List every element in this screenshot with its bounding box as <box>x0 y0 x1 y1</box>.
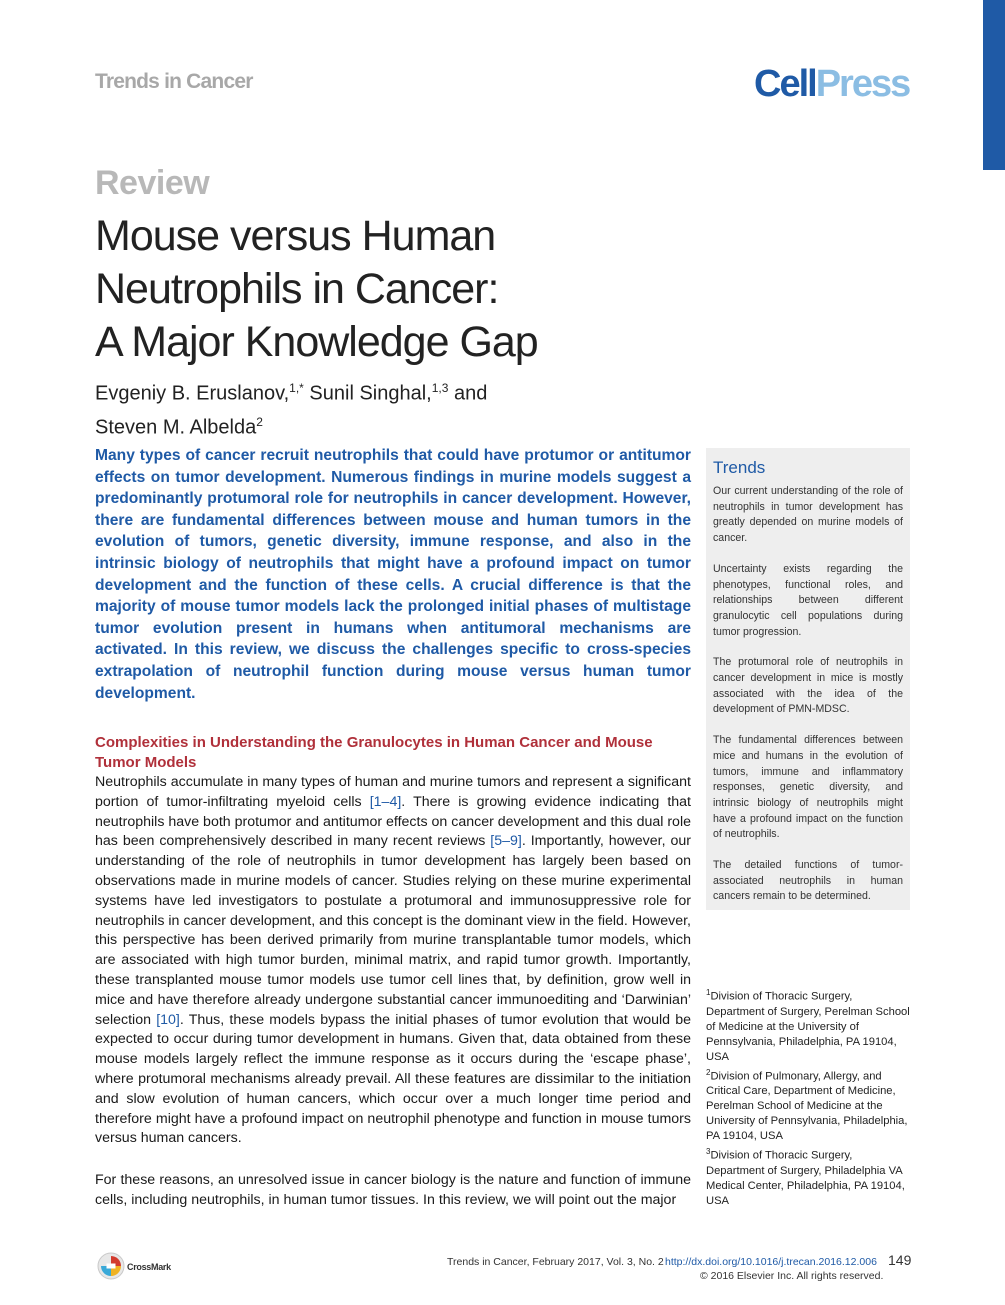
reference-link[interactable]: [1–4] <box>369 793 402 810</box>
affiliation-1 <box>706 985 910 1065</box>
doi-link[interactable]: http://dx.doi.org/10.1016/j.trecan.2016.12.006 <box>665 1256 877 1268</box>
author-3-affil: 2 <box>256 414 263 429</box>
body-text: Neutrophils accumulate in many types of human and murine tumors and represent a significant portion of tumor-infiltrating myeloid cells <box>95 774 691 810</box>
affiliation-number: 3 <box>706 1147 711 1157</box>
affiliation-number: 1 <box>706 988 711 997</box>
affiliation-3 <box>706 1144 910 1209</box>
trend-item: Our current understanding of the role of neutrophils in tumor development has greatly depended on murine models of cancer. <box>713 485 903 545</box>
article-type: Review <box>95 164 210 202</box>
author-1-affil: 1,* <box>289 381 304 395</box>
body-text: . Thus, these models bypass the initial phases of tumor evolution that would be expected to occur during tumor development in humans. Given that, data obtained from these mouse models largely reflect the immune response as it occurs during the ‘escape phase’, where protumoral mechanisms already prevail. All these features are dissimilar to the initiation and slow evolution of human cancers, which occur over a much longer time period and therefore might have a profound impact on neutrophil phenotype and function in mouse tumors versus human cancers. <box>95 1011 692 1147</box>
reference-link[interactable]: [5–9] <box>490 833 522 850</box>
crossmark-label[interactable]: CrossMark <box>127 1262 171 1272</box>
title-line-2: Neutrophils in Cancer: <box>95 265 499 313</box>
journal-name: Trends in Cancer <box>95 70 253 93</box>
author-conjunction: and <box>448 382 488 405</box>
title-line-3: A Major Knowledge Gap <box>95 318 538 366</box>
article-title <box>95 210 695 369</box>
body-text: . Importantly, however, our understanding of the role of neutrophils in tumor development has largely been based on observations made in murine models of cancer. Studies relying on these murine experimental systems have led investigators to postulate a protumoral and immunosuppressive role for neutrophils in cancer development, and this concept is the dominant view in the field. However, this perspective has been derived primarily from murine transplantable tumor models, which are associated with high tumor burden, minimal matrix, and rapid tumor growth. Importantly, these transplanted mouse tumor models use tumor cell lines that, by definition, grow well in mice and have therefore already undergone substantial cancer immunoediting and ‘Darwinian’ selection <box>95 833 691 1028</box>
title-line-1: Mouse versus Human <box>95 212 496 260</box>
affiliation-number: 2 <box>706 1067 711 1077</box>
trend-item: The fundamental differences between mice and humans in the evolution of tumors, immune and inflammatory responses, genetic diversity, and intrinsic biology of neutrophils might have a profound impact on the function of neutrophils. <box>713 734 903 841</box>
trend-item: The detailed functions of tumor-associated neutrophils in human cancers remain to be determined. <box>713 859 903 903</box>
logo-press: Press <box>815 63 910 105</box>
page-number: 149 <box>888 1252 912 1268</box>
copyright: © 2016 Elsevier Inc. All rights reserved. <box>700 1270 884 1282</box>
reference-link[interactable]: [10] <box>156 1011 180 1028</box>
section-color-bar <box>983 0 1005 170</box>
author-2-affil: 1,3 <box>431 381 449 395</box>
trends-box <box>706 448 910 910</box>
trend-item: Uncertainty exists regarding the phenotypes, functional roles, and relationships between different granulocytic cell populations during tumor progression. <box>713 562 903 638</box>
affiliation-text: Division of Pulmonary, Allergy, and Critical Care, Department of Medicine, Perelman School of Medicine at the University of Pennsylvania, Philadelphia, PA 19104, USA <box>706 1070 908 1143</box>
affiliation-2 <box>706 1065 910 1145</box>
body-paragraph-2: For these reasons, an unresolved issue in cancer biology is the nature and function of immune cells, including neutrophils, in human tumor tissues. In this review, we will point out the major <box>95 1172 691 1208</box>
affiliations <box>706 985 910 1209</box>
trends-title: Trends <box>713 458 766 477</box>
abstract: Many types of cancer recruit neutrophils that could have protumor or antitumor effects on tumor development. Numerous findings in murine models suggest a predominantly protumoral role for neutrophils in cancer development. However, there are fundamental differences between mouse and human tumors in the evolution of tumors, genetic diversity, immune response, and also in the intrinsic biology of neutrophils that might have a profound impact on tumor development and the function of these cells. A crucial difference is that the majority of mouse tumor models lack the prolonged initial phases of multistage tumor evolution present in humans when antitumoral mechanisms are activated. In this review, we discuss the challenges specific to cross-species extrapolation of neutrophil function during mouse versus human tumor development. <box>95 447 691 702</box>
affiliation-text: Division of Thoracic Surgery, Department of Surgery, Philadelphia VA Medical Center, Philadelphia, PA 19104, USA <box>706 1150 905 1208</box>
author-2[interactable]: Sunil Singhal, <box>303 382 432 405</box>
journal-citation: Trends in Cancer, February 2017, Vol. 3, No. 2 <box>447 1256 664 1268</box>
logo-cell: Cell <box>754 63 816 105</box>
author-3[interactable]: Steven M. Albelda <box>95 416 257 439</box>
affiliation-text: Division of Thoracic Surgery, Department of Surgery, Perelman School of Medicine at the University of Pennsylvania, Philadelphia, PA 19104, USA <box>706 990 910 1063</box>
body-text: . There is growing evidence indicating that neutrophils have both protumor and antitumor effects on cancer development and this dual role has been comprehensively described in many recent reviews <box>95 793 691 850</box>
author-1[interactable]: Evgeniy B. Eruslanov, <box>95 382 290 405</box>
author-list <box>95 374 487 441</box>
trend-item: The protumoral role of neutrophils in cancer development in mice is mostly associated with the idea of the development of PMN-MDSC. <box>713 656 903 716</box>
cellpress-logo <box>754 62 909 106</box>
section-heading: Complexities in Understanding the Granulocytes in Human Cancer and Mouse Tumor Models <box>95 734 653 771</box>
body-paragraph-1 <box>95 773 691 1149</box>
crossmark-icon[interactable] <box>96 1251 126 1281</box>
